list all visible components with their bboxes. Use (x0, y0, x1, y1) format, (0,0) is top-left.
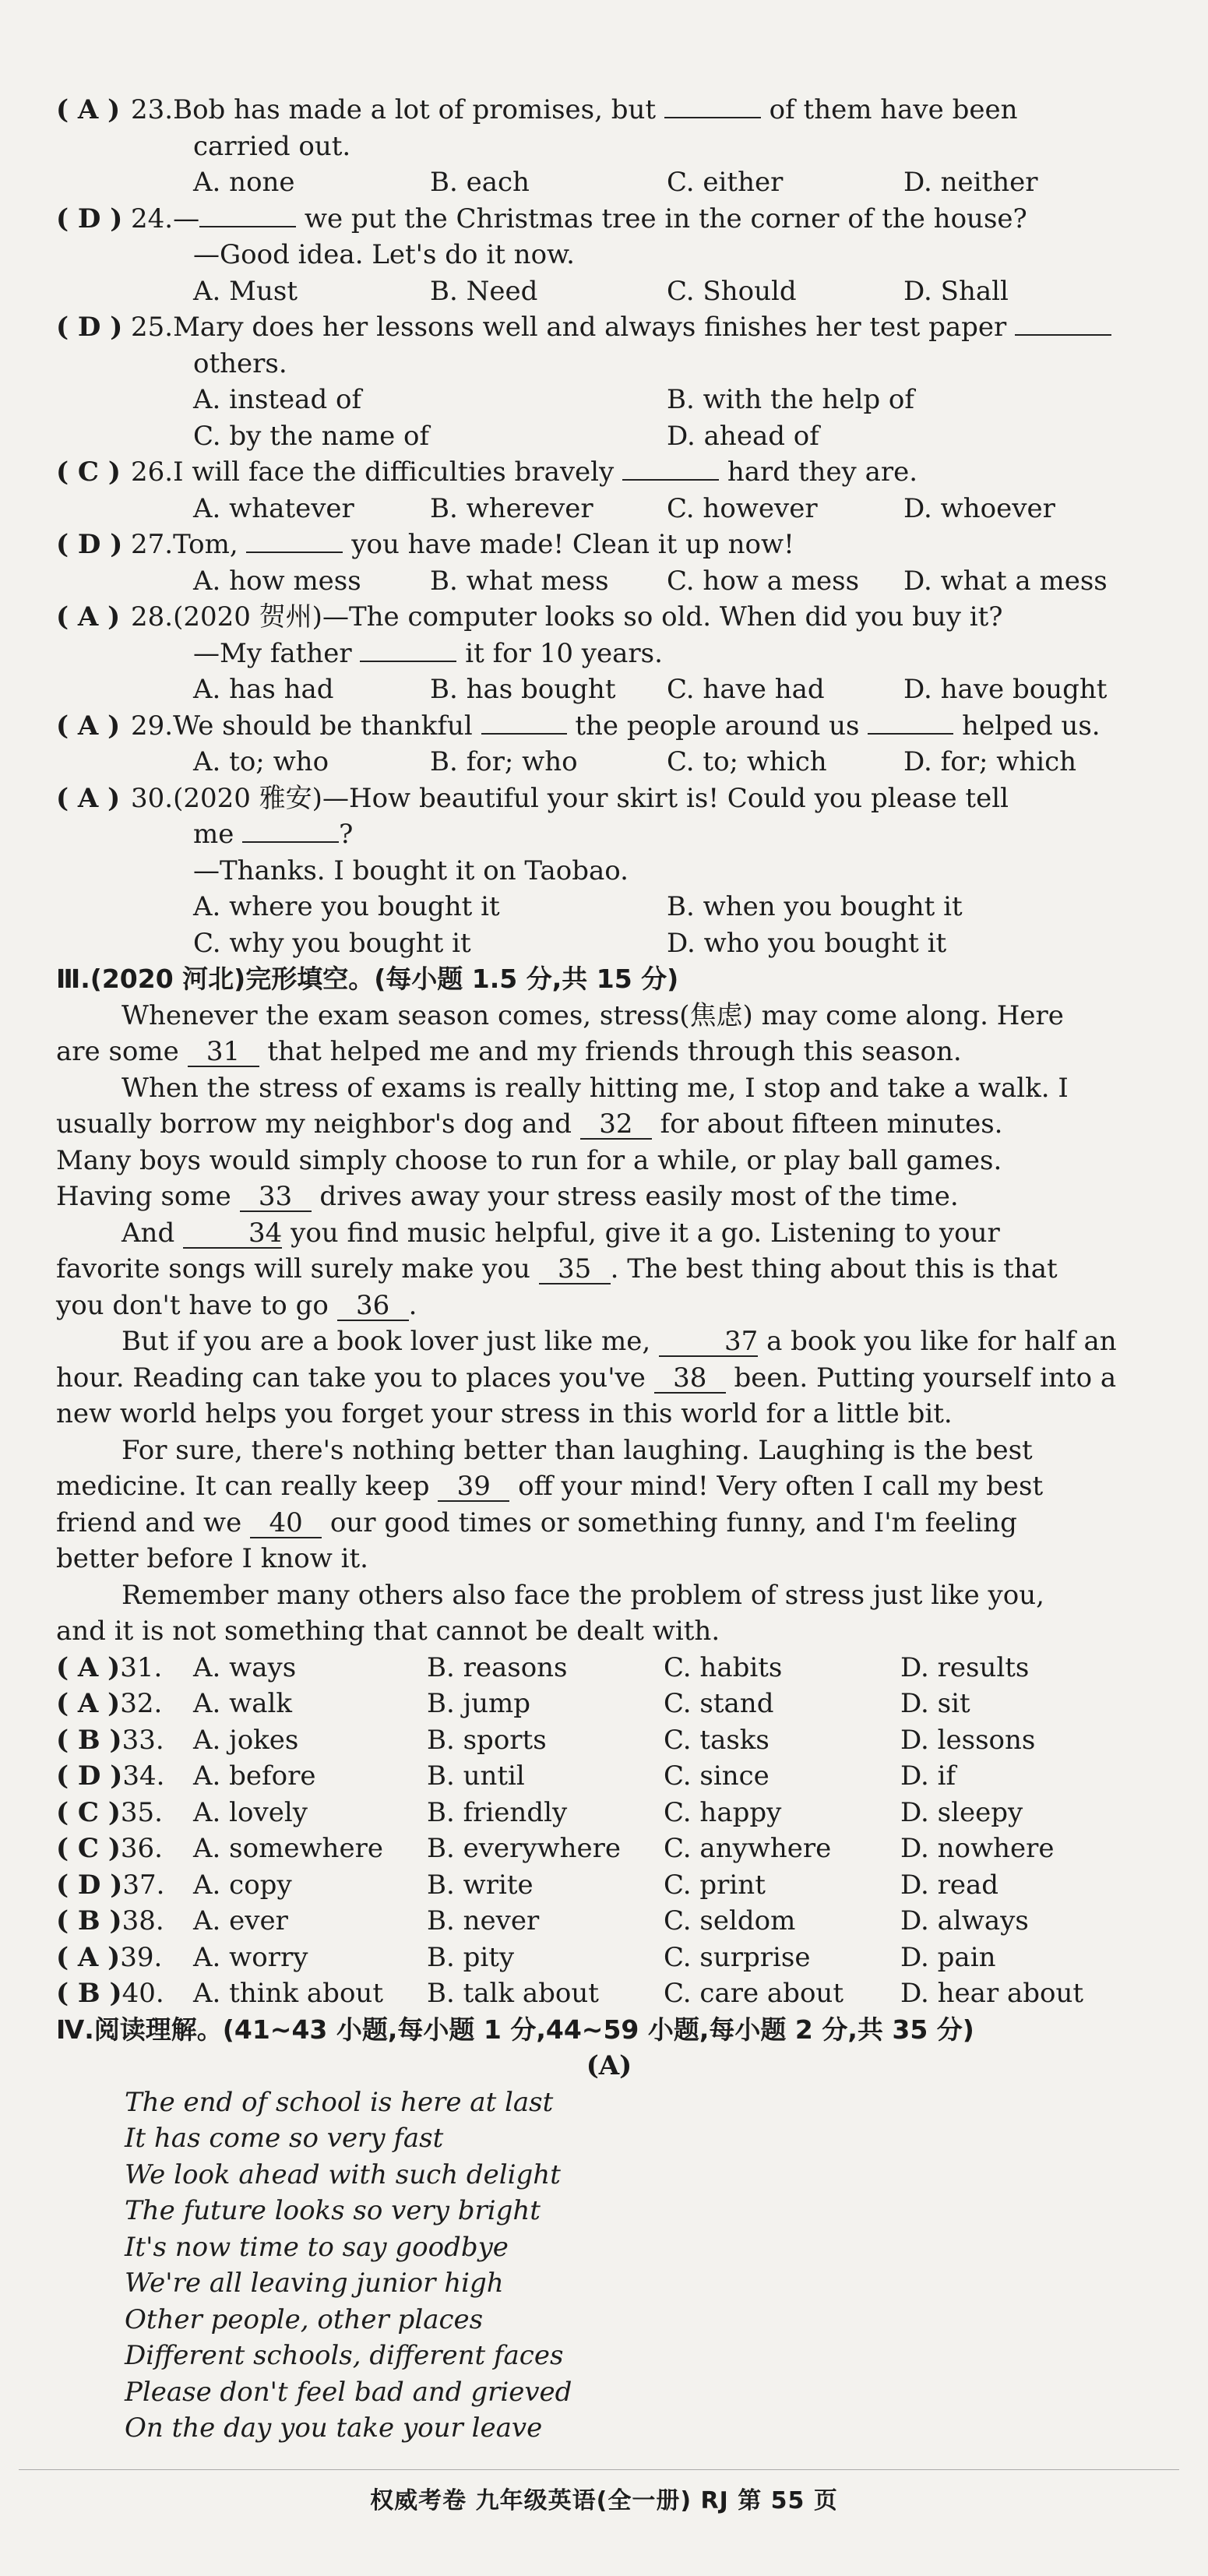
answer-mark: ( B ) (56, 1724, 122, 1756)
cloze-blank-37[interactable]: 37 (659, 1327, 758, 1357)
passage-line: new world helps you forget your stress in this world for a little bit. (56, 1398, 953, 1429)
cloze-blank-35[interactable]: 35 (539, 1255, 611, 1284)
option-a[interactable]: A. before (193, 1760, 316, 1792)
option-b[interactable]: B. jump (427, 1688, 531, 1719)
answer-mark: ( D ) (56, 1760, 123, 1792)
question-28-cont (56, 636, 1162, 672)
question-text: (2020 雅安)—How beautiful your skirt is! Could you please tell (173, 782, 1009, 814)
section-3-heading: Ⅲ.(2020 河北)完形填空。(每小题 1.5 分,共 15 分) (56, 964, 679, 994)
option-c[interactable]: C. habits (664, 1651, 783, 1683)
question-text: it for 10 years. (456, 637, 663, 669)
question-number: 28. (131, 601, 174, 633)
answer-mark: ( D ) (56, 529, 123, 560)
options-28 (56, 671, 1162, 708)
question-number: 35. (120, 1796, 163, 1828)
answer-blank[interactable] (199, 201, 296, 227)
passage-text: Having some (56, 1181, 240, 1212)
poem-line: On the day you take your leave (125, 2412, 543, 2444)
question-number: 24. (131, 203, 174, 234)
passage-text: a book you like for half an (758, 1326, 1117, 1357)
question-text: ? (339, 819, 354, 850)
option-d[interactable]: D. whoever (903, 492, 1055, 524)
answer-mark: ( A ) (56, 94, 121, 125)
passage-line: Remember many others also face the problem of stress just like you, (122, 1579, 1044, 1611)
option-c[interactable]: C. have had (667, 674, 825, 705)
option-d[interactable]: D. sit (900, 1688, 970, 1719)
answer-blank[interactable] (481, 708, 567, 735)
option-b[interactable]: B. friendly (427, 1796, 568, 1828)
option-b[interactable]: B. everywhere (427, 1833, 622, 1864)
passage-text: for about fifteen minutes. (651, 1108, 1003, 1140)
question-25 (56, 309, 1162, 346)
answer-blank[interactable] (622, 454, 719, 481)
option-a[interactable]: A. somewhere (193, 1833, 383, 1864)
option-c[interactable]: C. seldom (664, 1905, 796, 1936)
passage-line: When the stress of exams is really hitting me, I stop and take a walk. I (122, 1072, 1069, 1104)
option-b[interactable]: B. until (427, 1760, 525, 1792)
cloze-options-table (56, 1650, 1162, 2012)
cloze-question-33 (56, 1722, 1162, 1759)
option-c[interactable]: C. care about (664, 1978, 843, 2009)
option-b[interactable]: B. talk about (427, 1978, 599, 2009)
option-a[interactable]: A. how mess (193, 565, 361, 597)
question-number: 23. (131, 94, 174, 125)
cloze-question-37 (56, 1867, 1162, 1904)
passage-line (56, 1215, 1162, 1252)
option-b[interactable]: B. write (427, 1869, 534, 1901)
question-24 (56, 201, 1162, 238)
passage-text: drives away your stress easily most of the time. (311, 1181, 959, 1212)
answer-blank[interactable] (242, 816, 339, 843)
option-b[interactable]: B. never (427, 1905, 540, 1936)
footer-divider (19, 2469, 1179, 2470)
option-c[interactable]: C. either (667, 167, 784, 198)
answer-mark: ( A ) (56, 1651, 121, 1683)
passage-line (56, 1323, 1162, 1360)
poem-line: It's now time to say goodbye (125, 2231, 509, 2263)
question-30-cont (56, 816, 1162, 853)
poem-line: It has come so very fast (125, 2123, 444, 2154)
option-a[interactable]: A. copy (193, 1869, 292, 1901)
option-b[interactable]: B. reasons (427, 1651, 568, 1683)
question-text-cont: carried out. (193, 130, 351, 162)
section-4-heading: Ⅳ.阅读理解。(41~43 小题,每小题 1 分,44~59 小题,每小题 2 分,共 35 分) (56, 2014, 974, 2045)
passage-line: better before I know it. (56, 1543, 368, 1574)
passage-text: been. Putting yourself into a (725, 1362, 1117, 1394)
answer-mark: ( C ) (56, 1833, 121, 1864)
cloze-blank-40[interactable]: 40 (250, 1509, 322, 1538)
options-27 (56, 563, 1162, 600)
answer-mark: ( B ) (56, 1905, 122, 1936)
question-text: we put the Christmas tree in the corner of the house? (296, 203, 1027, 234)
question-number: 30. (131, 782, 174, 814)
question-number: 37. (122, 1869, 165, 1901)
passage-line (56, 1179, 1162, 1215)
passage-line: For sure, there's nothing better than laughing. Laughing is the best (122, 1434, 1033, 1466)
option-b[interactable]: B. what mess (430, 565, 609, 597)
passage-text: off your mind! Very often I call my best (509, 1471, 1044, 1502)
answer-blank[interactable] (664, 92, 761, 118)
cloze-question-34 (56, 1758, 1162, 1795)
answer-mark: ( A ) (56, 1688, 121, 1719)
answer-blank[interactable] (246, 527, 343, 553)
passage-text: . The best thing about this is that (610, 1253, 1058, 1284)
poem-line: Different schools, different faces (125, 2340, 564, 2371)
answer-mark: ( C ) (56, 456, 121, 488)
passage-line (56, 1360, 1162, 1397)
passage-line (56, 1106, 1162, 1143)
option-c[interactable]: C. how a mess (667, 565, 860, 597)
cloze-question-32 (56, 1686, 1162, 1722)
answer-blank[interactable] (868, 708, 953, 735)
passage-text: are some (56, 1036, 188, 1067)
answer-mark: ( C ) (56, 1796, 121, 1828)
cloze-question-39 (56, 1940, 1162, 1976)
options-26 (56, 491, 1162, 527)
answer-mark: ( D ) (56, 1869, 123, 1901)
option-b[interactable]: B. each (430, 167, 530, 198)
passage-text: And (122, 1217, 184, 1249)
option-a[interactable]: A. none (193, 167, 295, 198)
option-d[interactable]: D. always (900, 1905, 1029, 1936)
options-30-row2 (56, 925, 1162, 962)
poem-line: The end of school is here at last (125, 2086, 554, 2118)
option-d[interactable]: D. ahead of (667, 420, 819, 452)
answer-blank[interactable] (1015, 309, 1111, 336)
question-text: Mary does her lessons well and always finishes her test paper (173, 312, 1016, 343)
options-25-row2 (56, 418, 1162, 455)
option-d[interactable]: D. Shall (903, 275, 1009, 307)
option-c[interactable]: C. anywhere (664, 1833, 832, 1864)
answer-mark: ( D ) (56, 203, 123, 234)
question-text: (2020 贺州)—The computer looks so old. When did you buy it? (173, 601, 1003, 633)
question-text: —My father (193, 637, 361, 669)
options-25-row1 (56, 382, 1162, 418)
passage-text: . (408, 1289, 417, 1321)
question-number: 34. (122, 1760, 165, 1792)
question-29 (56, 708, 1162, 745)
cloze-blank-34[interactable]: 34 (183, 1219, 282, 1249)
question-number: 40. (122, 1978, 164, 2009)
options-30-row1 (56, 889, 1162, 925)
option-d[interactable]: D. hear about (900, 1978, 1084, 2009)
question-number: 25. (131, 312, 174, 343)
cloze-blank-38[interactable]: 38 (654, 1364, 726, 1394)
options-23 (56, 164, 1162, 201)
poem-line: Please don't feel bad and grieved (125, 2376, 572, 2408)
question-number: 33. (122, 1724, 164, 1756)
option-b[interactable]: B. pity (427, 1941, 515, 1973)
question-28 (56, 599, 1162, 636)
question-text: me (193, 819, 243, 850)
question-text-cont: —Thanks. I bought it on Taobao. (193, 855, 629, 886)
question-text: helped us. (953, 710, 1101, 742)
option-c[interactable]: C. stand (664, 1688, 774, 1719)
option-a[interactable]: A. walk (193, 1688, 293, 1719)
passage-line: and it is not something that cannot be dealt with. (56, 1616, 720, 1647)
cloze-question-35 (56, 1795, 1162, 1831)
poem-line: Other people, other places (125, 2303, 484, 2335)
passage-text: our good times or something funny, and I'm feeling (322, 1506, 1017, 1538)
question-number: 36. (120, 1833, 163, 1864)
answer-blank[interactable] (360, 636, 456, 662)
option-a[interactable]: A. ways (193, 1651, 297, 1683)
question-number: 38. (122, 1905, 164, 1936)
cloze-blank-36[interactable]: 36 (337, 1292, 409, 1321)
question-text: hard they are. (719, 456, 918, 488)
options-29 (56, 744, 1162, 781)
question-number: 29. (131, 710, 174, 742)
option-c[interactable]: C. happy (664, 1796, 782, 1828)
option-c[interactable]: C. to; which (667, 746, 827, 777)
answer-mark: ( A ) (56, 601, 121, 633)
question-text: — (173, 203, 200, 234)
passage-line (56, 1468, 1162, 1505)
option-d[interactable]: D. neither (903, 167, 1038, 198)
page-footer: 权威考卷 九年级英语(全一册) RJ 第 55 页 (370, 2487, 838, 2514)
option-b[interactable]: B. with the help of (667, 384, 914, 415)
option-a[interactable]: A. ever (193, 1905, 288, 1936)
passage-label: (A) (586, 2050, 632, 2081)
passage-text: that helped me and my friends through this season. (259, 1036, 962, 1067)
answer-mark: ( A ) (56, 710, 121, 742)
option-d[interactable]: D. sleepy (900, 1796, 1023, 1828)
question-number: 27. (131, 529, 174, 560)
passage-text: friend and we (56, 1506, 251, 1538)
option-a[interactable]: A. worry (193, 1941, 308, 1973)
question-text: Tom, (173, 529, 247, 560)
passage-line (56, 1505, 1162, 1542)
passage-line (56, 1288, 1162, 1324)
passage-line: Many boys would simply choose to run for a while, or play ball games. (56, 1144, 1002, 1176)
question-text-cont: —Good idea. Let's do it now. (193, 239, 575, 270)
question-text: Bob has made a lot of promises, but (173, 94, 664, 125)
passage-text: usually borrow my neighbor's dog and (56, 1108, 580, 1140)
option-d[interactable]: D. pain (900, 1941, 996, 1973)
option-d[interactable]: D. who you bought it (667, 927, 947, 959)
option-c[interactable]: C. by the name of (193, 420, 430, 452)
question-text: We should be thankful (173, 710, 481, 742)
option-a[interactable]: A. lovely (193, 1796, 308, 1828)
passage-text: favorite songs will surely make you (56, 1253, 539, 1284)
passage-text: you find music helpful, give it a go. Listening to your (282, 1217, 1000, 1249)
option-d[interactable]: D. read (900, 1869, 999, 1901)
option-c[interactable]: C. tasks (664, 1724, 770, 1756)
answer-mark: ( B ) (56, 1978, 122, 2009)
passage-line (56, 1251, 1162, 1288)
option-b[interactable]: B. has bought (430, 674, 616, 705)
option-b[interactable]: B. wherever (430, 492, 593, 524)
answer-mark: ( A ) (56, 1941, 121, 1973)
option-c[interactable]: C. print (664, 1869, 766, 1901)
passage-line: Whenever the exam season comes, stress(焦虑) may come along. Here (122, 999, 1064, 1031)
option-b[interactable]: B. when you bought it (667, 891, 963, 922)
passage-text: you don't have to go (56, 1289, 337, 1321)
cloze-blank-31[interactable]: 31 (188, 1038, 259, 1067)
option-b[interactable]: B. for; who (430, 746, 578, 777)
worksheet-page (56, 92, 1162, 2447)
options-24 (56, 273, 1162, 310)
answer-mark: ( A ) (56, 782, 121, 814)
poem-line: We're all leaving junior high (125, 2268, 504, 2299)
option-d[interactable]: D. if (900, 1760, 956, 1792)
answer-mark: ( D ) (56, 312, 123, 343)
option-a[interactable]: A. has had (193, 674, 334, 705)
option-b[interactable]: B. sports (427, 1724, 547, 1756)
passage-text: hour. Reading can take you to places you've (56, 1362, 654, 1394)
cloze-blank-33[interactable]: 33 (240, 1182, 312, 1212)
cloze-blank-32[interactable]: 32 (580, 1110, 652, 1140)
option-c[interactable]: C. however (667, 492, 818, 524)
poem-line: We look ahead with such delight (125, 2158, 561, 2190)
question-27 (56, 527, 1162, 563)
question-number: 26. (131, 456, 174, 488)
option-a[interactable]: A. to; who (193, 746, 329, 777)
question-number: 39. (120, 1941, 163, 1973)
option-a[interactable]: A. whatever (193, 492, 354, 524)
cloze-question-40 (56, 1975, 1162, 2012)
cloze-question-31 (56, 1650, 1162, 1686)
option-c[interactable]: C. Should (667, 275, 797, 307)
cloze-question-38 (56, 1903, 1162, 1940)
option-d[interactable]: D. what a mess (903, 565, 1108, 597)
option-a[interactable]: A. jokes (193, 1724, 299, 1756)
option-a[interactable]: A. instead of (193, 384, 362, 415)
question-text: I will face the difficulties bravely (173, 456, 623, 488)
question-text: of them have been (760, 94, 1018, 125)
question-30 (56, 781, 1162, 817)
option-a[interactable]: A. where you bought it (193, 891, 500, 922)
question-26 (56, 454, 1162, 491)
option-c[interactable]: C. surprise (664, 1941, 811, 1973)
option-d[interactable]: D. lessons (900, 1724, 1036, 1756)
option-c[interactable]: C. since (664, 1760, 770, 1792)
option-b[interactable]: B. Need (430, 275, 538, 307)
question-text: you have made! Clean it up now! (343, 529, 794, 560)
passage-line (56, 1034, 1162, 1070)
option-a[interactable]: A. Must (193, 275, 298, 307)
cloze-blank-39[interactable]: 39 (438, 1472, 509, 1502)
option-d[interactable]: D. for; which (903, 746, 1077, 777)
option-c[interactable]: C. why you bought it (193, 927, 471, 959)
option-d[interactable]: D. results (900, 1651, 1030, 1683)
option-d[interactable]: D. nowhere (900, 1833, 1055, 1864)
cloze-question-36 (56, 1831, 1162, 1867)
question-number: 32. (120, 1688, 163, 1719)
question-text-cont: others. (193, 347, 287, 379)
passage-text: But if you are a book lover just like me, (122, 1326, 659, 1357)
poem-line: The future looks so very bright (125, 2195, 541, 2226)
question-23 (56, 92, 1162, 129)
option-a[interactable]: A. think about (193, 1978, 383, 2009)
passage-text: medicine. It can really keep (56, 1471, 438, 1502)
question-text: the people around us (566, 710, 868, 742)
option-d[interactable]: D. have bought (903, 674, 1108, 705)
question-number: 31. (120, 1651, 163, 1683)
poem (56, 2084, 1162, 2447)
